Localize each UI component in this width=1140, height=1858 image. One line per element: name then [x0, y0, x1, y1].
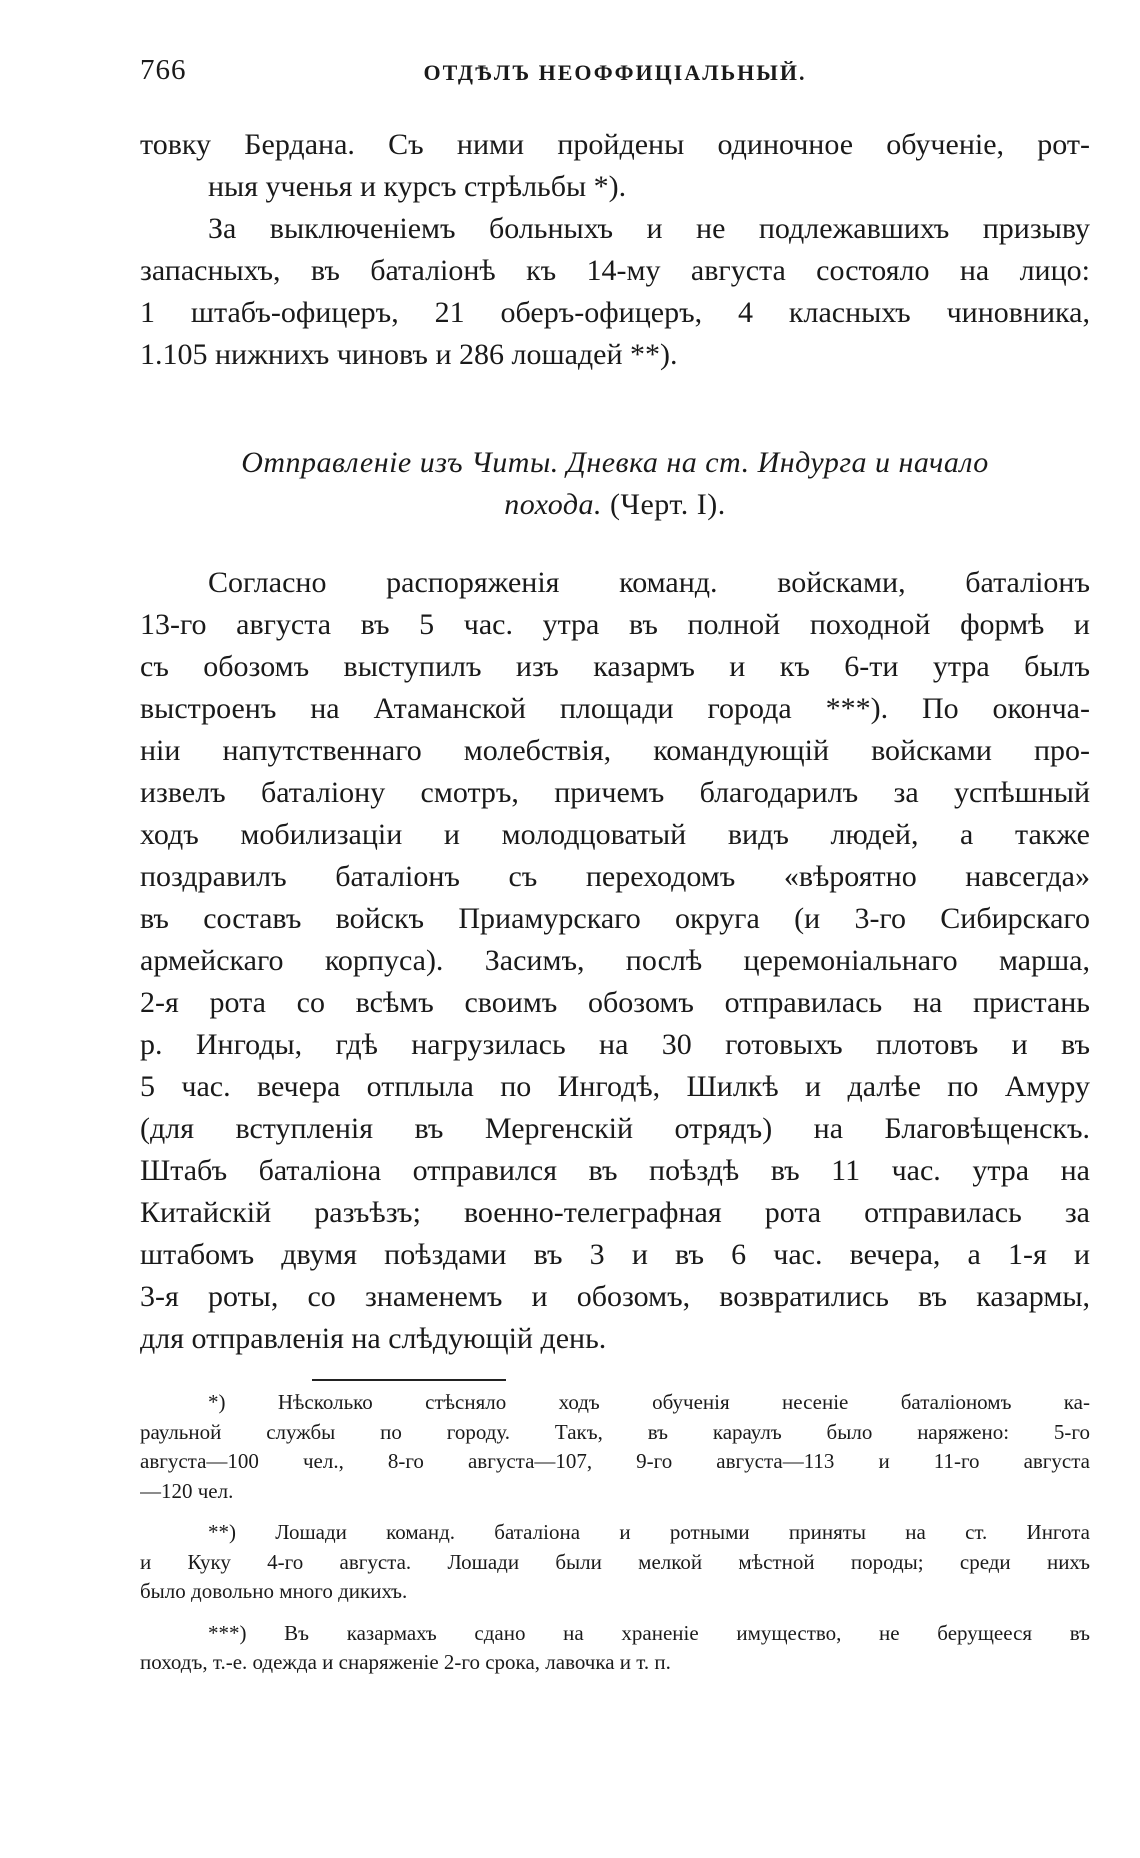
footnote-1-line: *) Нѣсколько стѣсняло ходъ обученія несеніе баталіономъ ка- — [208, 1390, 1090, 1414]
paragraph-3-line: 3-я роты, со знаменемъ и обозомъ, возвратились въ казармы, — [140, 1280, 1090, 1313]
paragraph-3-line: Китайскій разъѣзъ; военно-телеграфная рота отправилась за — [140, 1196, 1090, 1229]
running-head-title: ОТДѢЛЪ НЕОФФИЦІАЛЬНЫЙ. — [423, 60, 807, 85]
footnote-1 — [140, 1388, 1090, 1506]
paragraph-3-line: для отправленія на слѣдующій день. — [140, 1322, 607, 1355]
paragraph-3-line: 5 час. вечера отплыла по Ингодѣ, Шилкѣ и далѣе по Амуру — [140, 1070, 1090, 1103]
footnote-3-line: походъ, т.-е. одежда и снаряженіе 2-го срока, лавочка и т. п. — [140, 1650, 671, 1674]
footnote-gap — [140, 1607, 1090, 1619]
paragraph-3-line: армейскаго корпуса). Засимъ, послѣ церемоніальнаго марша, — [140, 944, 1090, 977]
footnote-gap — [140, 1506, 1090, 1518]
footnote-1-line: раульной службы по городу. Такъ, въ караулъ было наряжено: 5-го — [140, 1419, 1090, 1444]
paragraph-2-line: За выключеніемъ больныхъ и не подлежавшихъ призыву — [208, 212, 1090, 245]
paragraph-3-line: въ составъ войскъ Приамурскаго округа (и 3-го Сибирскаго — [140, 902, 1090, 935]
section-heading-line: Отправленіе изъ Читы. Дневка на ст. Индурга и начало — [241, 446, 989, 479]
paragraph-1-line: ныя ученья и курсъ стрѣльбы *). — [208, 170, 627, 203]
paragraph-3-line: 13-го августа въ 5 час. утра въ полной походной формѣ и — [140, 608, 1090, 641]
footnote-1-line: августа—100 чел., 8-го августа—107, 9-го августа—113 и 11-го августа — [140, 1449, 1090, 1473]
paragraph-3-line: 2-я рота со всѣмъ своимъ обозомъ отправилась на пристань — [140, 986, 1090, 1019]
footnotes — [140, 1388, 1090, 1678]
section-heading-italic: похода. — [504, 488, 602, 521]
footnote-2-line: было довольно много дикихъ. — [140, 1579, 408, 1603]
paragraph-3-line: съ обозомъ выступилъ изъ казармъ и къ 6-ти утра былъ — [140, 650, 1090, 683]
paragraph-2-line: 1.105 нижнихъ чиновъ и 286 лошадей **). — [140, 338, 678, 371]
paragraph-2-line: 1 штабъ-офицеръ, 21 оберъ-офицеръ, 4 класныхъ чиновника, — [140, 296, 1090, 329]
running-head — [140, 54, 1090, 94]
paragraph-3-line: ходъ мобилизаціи и молодцоватый видъ людей, а также — [140, 818, 1090, 851]
paragraph-2-line: запасныхъ, въ баталіонѣ къ 14-му августа состояло на лицо: — [140, 254, 1090, 287]
footnote-3-line: ***) Въ казармахъ сдано на храненіе имущество, не берущееся въ — [208, 1620, 1090, 1645]
section-heading — [140, 442, 1090, 526]
section-heading-line — [140, 484, 1090, 526]
footnote-2 — [140, 1518, 1090, 1607]
paragraph-3-line: (для вступленія въ Мергенскій отрядъ) на Благовѣщенскъ. — [140, 1112, 1090, 1145]
footnote-1-line: —120 чел. — [140, 1478, 234, 1503]
paragraph-3-line: р. Ингоды, гдѣ нагрузилась на 30 готовыхъ плотовъ и въ — [140, 1028, 1090, 1061]
paragraph-3-line: извелъ баталіону смотръ, причемъ благодарилъ за успѣшный — [140, 776, 1090, 809]
paragraph-3 — [140, 562, 1090, 1360]
section-heading-drawing-ref: (Черт. I). — [602, 488, 726, 521]
paragraph-3-line: штабомъ двумя поѣздами въ 3 и въ 6 час. вечера, а 1-я и — [140, 1238, 1090, 1271]
paragraph-3-line: Штабъ баталіона отправился въ поѣздѣ въ 11 час. утра на — [140, 1154, 1090, 1187]
footnote-2-line: и Куку 4-го августа. Лошади были мелкой мѣстной породы; среди нихъ — [140, 1549, 1090, 1574]
footnote-3 — [140, 1619, 1090, 1678]
paragraph-3-line: ніи напутственнаго молебствія, командующій войсками про- — [140, 734, 1090, 767]
footnote-2-line: **) Лошади команд. баталіона и ротными приняты на ст. Ингота — [208, 1520, 1090, 1544]
page-number: 766 — [140, 54, 187, 86]
paragraph-1 — [140, 124, 1090, 376]
paragraph-3-line: Согласно распоряженія команд. войсками, баталіонъ — [208, 566, 1090, 599]
paragraph-3-line: выстроенъ на Атаманской площади города ***). По оконча- — [140, 692, 1090, 725]
footnote-separator — [312, 1379, 506, 1381]
paragraph-3-line: поздравилъ баталіонъ съ переходомъ «вѣроятно навсегда» — [140, 860, 1090, 893]
paragraph-1-line: товку Бердана. Съ ними пройдены одиночное обученіе, рот- — [140, 128, 1090, 161]
